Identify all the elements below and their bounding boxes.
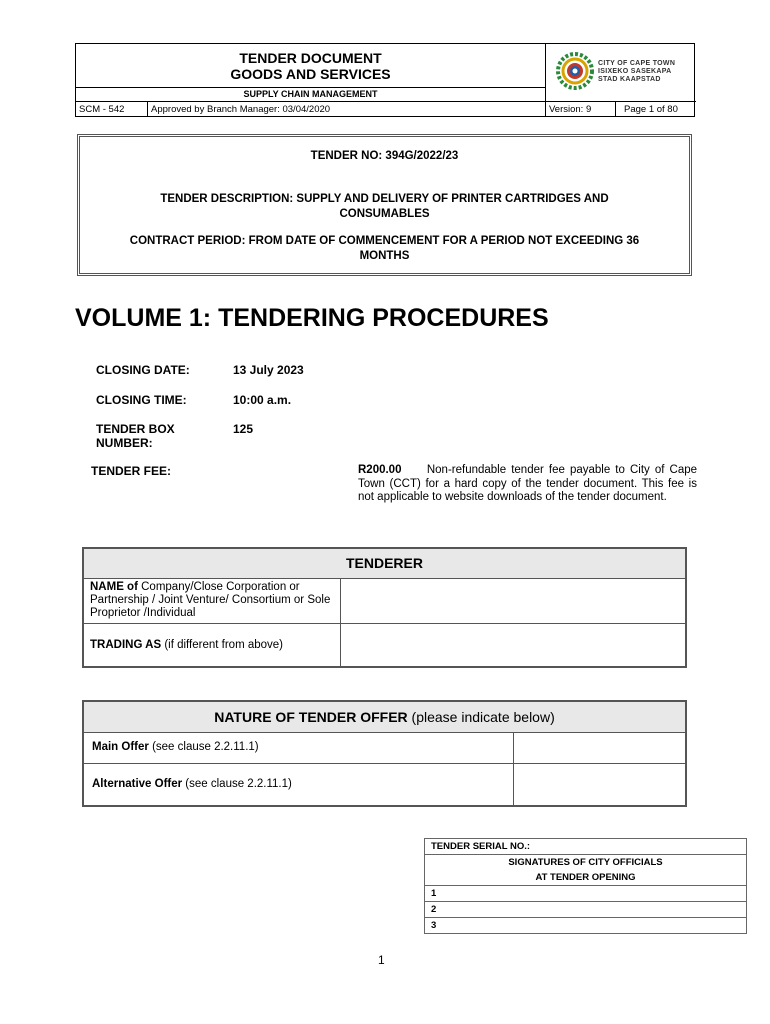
offer-heading: NATURE OF TENDER OFFER (please indicate below) bbox=[84, 702, 685, 733]
contract-period-line2: MONTHS bbox=[359, 250, 410, 262]
version-text: Version: 9 bbox=[546, 102, 616, 117]
page-indicator: Page 1 of 80 bbox=[624, 104, 678, 115]
tender-fee-description: R200.00 Non-refundable tender fee payable to City of Cape Town (CCT) for a hard copy of the tender document. This fee is not applicable to website downloads of the tender document. bbox=[358, 464, 698, 503]
approval-text: Approved by Branch Manager: 03/04/2020 bbox=[148, 102, 546, 117]
main-offer-label: Main Offer (see clause 2.2.11.1) bbox=[84, 733, 514, 764]
doc-code: SCM - 542 bbox=[76, 102, 148, 117]
alternative-offer-label: Alternative Offer (see clause 2.2.11.1) bbox=[84, 764, 514, 805]
tender-fee-label: TENDER FEE: bbox=[91, 464, 172, 478]
trading-as-field[interactable] bbox=[341, 624, 685, 666]
tender-description-line2: CONSUMABLES bbox=[339, 208, 430, 220]
main-offer-field[interactable] bbox=[514, 733, 685, 764]
contract-period-line1: CONTRACT PERIOD: FROM DATE OF COMMENCEMENT FOR A PERIOD NOT EXCEEDING 36 bbox=[129, 235, 640, 247]
signatures-heading: SIGNATURES OF CITY OFFICIALS AT TENDER OPENING bbox=[425, 855, 746, 886]
header-meta-row bbox=[76, 102, 696, 118]
trading-as-label: TRADING AS (if different from above) bbox=[84, 624, 341, 666]
tender-box-value: 125 bbox=[233, 422, 254, 436]
city-crest-icon bbox=[556, 52, 594, 90]
tender-box-label: TENDER BOX NUMBER: bbox=[96, 422, 175, 450]
tenderer-name-label: NAME of Company/Close Corporation or Partnership / Joint Venture/ Consortium or Sole Proprietor /Individual bbox=[84, 579, 341, 624]
tender-number: TENDER NO: 394G/2022/23 bbox=[310, 150, 459, 162]
header-title bbox=[76, 44, 546, 88]
document-header bbox=[75, 43, 695, 117]
page-number: 1 bbox=[378, 953, 385, 967]
closing-time-value: 10:00 a.m. bbox=[233, 393, 292, 407]
alternative-offer-field[interactable] bbox=[514, 764, 685, 805]
logo-text: CITY OF CAPE TOWN ISIXEKO SASEKAPA STAD KAAPSTAD bbox=[598, 60, 676, 83]
signature-row[interactable]: 3 bbox=[431, 920, 437, 931]
signatures-table bbox=[424, 838, 747, 934]
closing-date-value: 13 July 2023 bbox=[233, 363, 304, 377]
tender-description-line1: TENDER DESCRIPTION: SUPPLY AND DELIVERY OF PRINTER CARTRIDGES AND bbox=[160, 193, 609, 205]
tender-info-box bbox=[77, 134, 692, 276]
header-title-line1: TENDER DOCUMENT bbox=[239, 50, 382, 66]
header-subtitle: SUPPLY CHAIN MANAGEMENT bbox=[76, 88, 546, 102]
tenderer-table bbox=[82, 547, 687, 668]
tender-serial-label: TENDER SERIAL NO.: bbox=[425, 839, 746, 855]
city-logo bbox=[546, 44, 696, 102]
tender-fee-amount: R200.00 bbox=[358, 464, 402, 476]
signature-row[interactable]: 2 bbox=[425, 902, 746, 918]
offer-table bbox=[82, 700, 687, 807]
signature-row[interactable]: 1 bbox=[425, 886, 746, 902]
volume-title: VOLUME 1: TENDERING PROCEDURES bbox=[75, 304, 549, 332]
header-title-line2: GOODS AND SERVICES bbox=[230, 66, 391, 82]
closing-date-label: CLOSING DATE: bbox=[96, 363, 190, 377]
tenderer-heading: TENDERER bbox=[84, 549, 685, 579]
tenderer-name-field[interactable] bbox=[341, 579, 685, 624]
closing-time-label: CLOSING TIME: bbox=[96, 393, 187, 407]
